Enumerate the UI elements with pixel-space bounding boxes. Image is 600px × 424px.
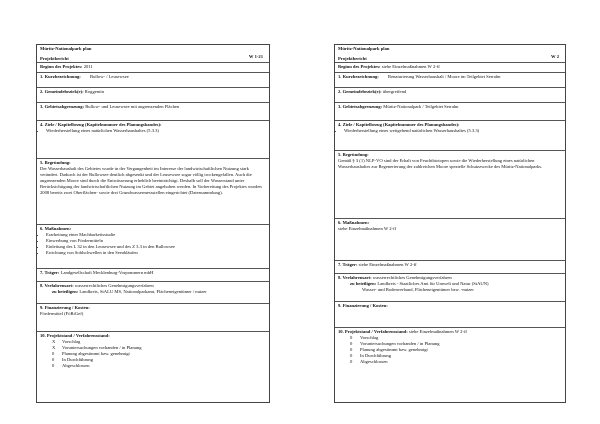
short-name: 1. Kurzbezeichnung: Renaturierung Wasserhaushalt / Moore im Teilgebiet Serrahn xyxy=(335,73,565,88)
area-boundary: 3. Gebietsabgrenzung: Bullow- und Leusewsee mit angrenzenden Flächen xyxy=(37,103,269,121)
status-item: 0 Planung abgestimmt bzw. genehmigt xyxy=(350,346,428,352)
goal-item: • Wiederherstellung eines natürlichen Wasserhaushaltes (5.3.3) xyxy=(46,128,266,134)
goal-item: • Wiederherstellung eines weitgehend natürlichen Wasserhaushaltes (5.3.3) xyxy=(344,128,562,134)
justification: 5. Begründung: Der Wasserhaushalt des Gebietes wurde in der Vergangenheit im Interesse der landwirtschaftlichen Nutzung stark verändert. Dadurch ist der Bullowsee deutlich abgesenkt und der Leusewsee sogar völlig trockengefallen. Auch die angrenzenden Moore sind durch die Entwässerung erheblich beeinträchtigt. Deshalb soll der Wasserstand unter Berücksichtigung der landwirtschaftlichen Nutzung im Gebiet angehoben werden. In Vorbereitung des Projektes wurden 2008 bereits zwei Oberflächen- sowie drei Grundwassermessstellen eingerichtet (Datensammlung). xyxy=(37,159,269,225)
sponsor: 7. Träger: Landgesellschaft Mecklenburg-Vorpommern mbH xyxy=(37,269,269,282)
status-item: 0 Vorschlag xyxy=(350,334,379,340)
measure-item: • Errichtung von Sohlschwellen in den Seeabläufen xyxy=(46,250,266,256)
municipality: 2. Gemeindebezirk(e): Roggentin xyxy=(37,88,269,103)
short-name: 1. Kurzbezeichnung: Bullow- / Leusewsee xyxy=(37,73,269,88)
municipality: 2. Gemeindebezirk(e): übergreifend xyxy=(335,88,565,103)
goals: 4. Ziele / Kapitelbezug (Kapitelnummer des Planungsbandes): • Wiederherstellung eines natürlichen Wasserhaushaltes (5.3.3) xyxy=(37,121,269,159)
justification-text: Der Wasserhaushalt des Gebietes wurde in der Vergangenheit im Interesse der landwirtschaftlichen Nutzung stark verändert. Dadurch ist der Bullowsee deutlich abgesenkt und der Leusewsee sogar völlig trockengefallen. Auch die angrenzenden Moore sind durch die Entwässerung erheblich beeinträchtigt. Deshalb soll der Wasserstand unter Berücksichtigung der landwirtschaftlichen Nutzung im Gebiet angehoben werden. In Vorbereitung des Projektes wurden 2008 bereits zwei Oberflächen- sowie drei Grundwassermessstellen eingerichtet (Datensammlung). xyxy=(40,165,262,195)
procedure: 8. Verfahrensart: wasserrechtliches Genehmigungsverfahren zu beteiligen: Landkreis, StALU MS, Nationalparkamt, Flächeneigentümer / nutzer xyxy=(37,282,269,304)
project-status: 10. Projektstand / Verfahrensstand: siehe Einzelmaßnahmen W 2-ff 0 Vorschlag 0 Voruntersuchungen vorhanden / in Planung 0 Planung abgestimmt bzw. genehmigt 0 In Durchführung 0 Abgeschlossen xyxy=(335,328,565,374)
report-subtitle: Projektbericht xyxy=(338,55,367,61)
status-item: 0 Abgeschlossen xyxy=(52,362,90,368)
goals: 4. Ziele / Kapitelbezug (Kapitelnummer des Planungsbandes): • Wiederherstellung eines weitgehend natürlichen Wasserhaushaltes (5.3.3) xyxy=(335,121,565,151)
report-title: Müritz-Nationalpark plan xyxy=(40,46,92,51)
status-item: X Voruntersuchungen vorhanden / in Planung xyxy=(52,344,142,350)
project-start: Beginn des Projektes: siehe Einzelmaßnahmen W 2-ff xyxy=(335,63,565,73)
report-title: Müritz-Nationalpark plan xyxy=(338,46,390,51)
measure-item: • Einleitung des L 32 in den Leusewsee und des Z 3.3 in den Bullowsee xyxy=(46,244,266,250)
measure-item: • Erarbeitung einer Machbarkeitsstudie xyxy=(46,232,266,238)
justification-text: Gemäß § 3 (1) NLP-VO sind der Erhalt von Feuchtbiotopen sowie die Wiederherstellung eines natürlichen Wasserhaushaltes zur Regenerierung der zahlreichen Moore spezielle Schutzzwecke des Müritz-Nationalparks. xyxy=(338,157,543,169)
status-item: 0 In Durchführung xyxy=(350,352,391,358)
status-item: 0 Planung abgestimmt bzw. genehmigt xyxy=(52,350,130,356)
status-item: 0 Abgeschlossen xyxy=(350,358,388,364)
project-report-right xyxy=(334,44,566,403)
report-number: W 2 xyxy=(551,54,559,59)
procedure: 8. Verfahrensart: wasserrechtliches Genehmigungsverfahren zu beteiligen: Landkreis - Staatliches Amt für Umwelt und Natur (StAUN) Wasser- und Bodenverband, Flächeneigentümer bzw. -nutzer xyxy=(335,274,565,302)
measures: 6. Maßnahmen: siehe Einzelmaßnahmen W 2-ff xyxy=(335,219,565,261)
status-item: 0 In Durchführung xyxy=(52,356,93,362)
justification: 5. Begründung: Gemäß § 3 (1) NLP-VO sind der Erhalt von Feuchtbiotopen sowie die Wiederherstellung eines natürlichen Wasserhaushaltes zur Regenerierung der zahlreichen Moore spezielle Schutzzwecke des Müritz-Nationalparks. xyxy=(335,151,565,219)
project-status: 10. Projektstand / Verfahrensstand: X Vorschlag X Voruntersuchungen vorhanden / in Planung 0 Planung abgestimmt bzw. genehmigt 0 In Durchführung 0 Abgeschlossen xyxy=(37,332,269,378)
status-item: 0 Voruntersuchungen vorhanden / in Planung xyxy=(350,340,440,346)
financing: 9. Finanzierung / Kosten: xyxy=(335,302,565,328)
report-subtitle: Projektbericht xyxy=(40,55,69,61)
project-start: Beginn des Projektes: 2011 xyxy=(37,63,269,73)
report-header xyxy=(335,45,565,63)
project-report-left xyxy=(36,44,270,403)
financing: 9. Finanzierung / Kosten: Fördermittel (FöRiGef) xyxy=(37,304,269,332)
status-item: X Vorschlag xyxy=(52,338,81,344)
sponsor: 7. Träger: siehe Einzelmaßnahmen W 2-ff xyxy=(335,261,565,274)
area-boundary: 3. Gebietsabgrenzung: Müritz-Nationalpark / Teilgebiet Serrahn xyxy=(335,103,565,121)
measure-item: • Einwerbung von Fördermitteln xyxy=(46,238,266,244)
report-number: W 1-21 xyxy=(248,54,263,59)
measures: 6. Maßnahmen: • Erarbeitung einer Machbarkeitsstudie • Einwerbung von Fördermitteln • Einleitung des L 32 in den Leusewsee und des Z 3.3 in den Bullowsee • Errichtung von Sohlschwellen in den Seeabläufen xyxy=(37,225,269,269)
report-header xyxy=(37,45,269,63)
